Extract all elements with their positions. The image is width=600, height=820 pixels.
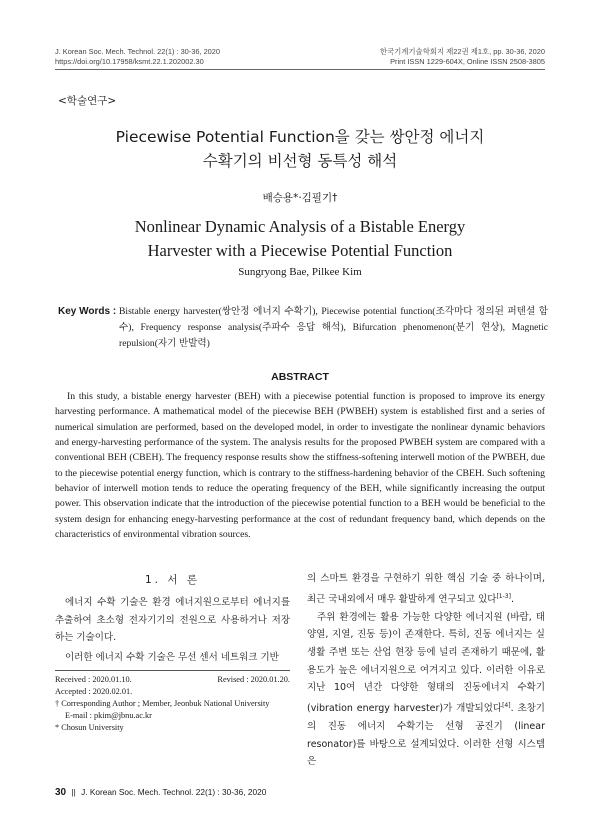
authors-korean: 배승용*·김필기† [262, 192, 338, 204]
page-footer [55, 787, 266, 798]
intro-paragraph-1: 에너지 수확 기술은 환경 에너지원으로부터 에너지를 추출하여 초소형 전자기기의 전원으로 사용하거나 저장하는 기술이다. [55, 597, 290, 644]
section-heading-introduction: 1. 서 론 [145, 574, 200, 586]
issn-info: Print ISSN 1229-604X, Online ISSN 2508-3805 [390, 57, 545, 66]
accepted-date: Accepted : 2020.02.01. [55, 687, 133, 696]
title-english-line1: Nonlinear Dynamic Analysis of a Bistable Energy [134, 217, 466, 236]
right-column-body [307, 570, 545, 771]
abstract-heading: ABSTRACT [271, 371, 329, 383]
left-column-body [55, 594, 290, 667]
keywords-block [58, 304, 548, 352]
author-email[interactable]: E-mail : pkim@jbnu.ac.kr [65, 711, 152, 720]
citation-ref-1[interactable]: [1-3] [496, 592, 511, 600]
keywords-text: Bistable energy harvester(쌍안정 에너지 수확기), Piecewise potential function(조각마다 정의된 퍼텐셜 함수), Frequency response analysis(주파수 응답 해석), Bifurcation phenomenon(분기 현상), Magnetic repulsion(자기 반발력) [119, 306, 548, 349]
article-category: <학술연구> [58, 95, 117, 107]
citation-ref-2[interactable]: [4] [502, 702, 511, 710]
right-paragraph-1-text: 의 스마트 환경을 구현하기 위한 핵심 기술 중 하나이며, 최근 국내외에서 매우 활발하게 연구되고 있다 [307, 573, 545, 605]
right-paragraph-2-end: . 초창기의 진동 에너지 수확기는 선형 공진기 (linear resonator)를 바탕으로 설계되었다. 이러한 선형 시스템은 [307, 703, 545, 768]
page-number: 30 [55, 787, 67, 798]
title-korean-line2: 수확기의 비선형 동특성 해석 [202, 152, 398, 170]
abstract-text: In this study, a bistable energy harvester (BEH) with a piecewise potential function is proposed to improve its energy harvesting performance. A mathematical model of the piecewise BEH (PWBEH) system is established first and a series of numerical simulation are performed, based on the developed model, in order to investigate the nonlinear dynamic behaviors and energy-harvesting performance of the system. The analysis results for the proposed PWBEH system are compared with a conventional BEH (CBEH). The frequency response results show the stiffness-softening interwell motion of the PWBEH, due to the piecewise potential energy function, which is contrary to the stiffness-hardening behavior of the CBEH. Such softening behavior of interwell motion tends to reduce the operating frequency of the BEH, while significantly increasing the output power. This observation indicate that the introduction of the piecewise potential function to a BEH would be beneficial to the system design for enhancing enegy-harvesting performance at the cost of redundant frequency band, which depends on the characteristics of environmental vibration sources. [55, 391, 545, 541]
footer-separator: || [71, 787, 76, 797]
title-english [0, 215, 600, 263]
received-info [55, 670, 290, 734]
title-korean [0, 125, 600, 173]
right-paragraph-2-text: 주위 환경에는 활용 가능한 다양한 에너지원 (바람, 태양열, 지열, 진동 등)이 존재한다. 특히, 진동 에너지는 실생활 주변 또는 산업 현장 등에 널리 존재하기 때문에, 활용도가 높은 에너지원으로 여겨지고 있다. 이러한 이유로 지난 10여 년간 다양한 형태의 진동에너지 수확기(vibration energy harvester)가 개발되었다 [307, 611, 545, 715]
received-date: Received : 2020.01.10. [55, 675, 132, 684]
running-header-right [380, 47, 545, 67]
author-affiliation: * Chosun University [55, 723, 124, 732]
header-rule [55, 69, 545, 70]
intro-paragraph-2: 이러한 에너지 수확 기술은 무선 센서 네트워크 기반 [65, 652, 279, 664]
doi-link[interactable]: https://doi.org/10.17958/ksmt.22.1.202002.30 [55, 57, 204, 66]
right-paragraph-1-end: . [510, 593, 514, 605]
corresponding-author: † Corresponding Author ; Member, Jeonbuk National University [55, 699, 270, 708]
footer-citation: J. Korean Soc. Mech. Technol. 22(1) : 30-36, 2020 [81, 787, 267, 797]
journal-citation-kr: 한국기계기술학회지 제22권 제1호, pp. 30-36, 2020 [379, 47, 545, 56]
journal-citation: J. Korean Soc. Mech. Technol. 22(1) : 30-36, 2020 [55, 47, 221, 56]
revised-date: Revised : 2020.01.20. [217, 675, 290, 684]
right-paragraph-1 [307, 570, 545, 609]
received-row [55, 674, 290, 686]
keywords-label: Key Words : [58, 306, 117, 317]
title-korean-line1: Piecewise Potential Function을 갖는 쌍안정 에너지 [115, 128, 485, 146]
running-header-left [55, 47, 220, 67]
authors-english: Sungryong Bae, Pilkee Kim [238, 266, 362, 278]
right-paragraph-2 [307, 609, 545, 771]
title-english-line2: Harvester with a Piecewise Potential Function [147, 241, 453, 260]
